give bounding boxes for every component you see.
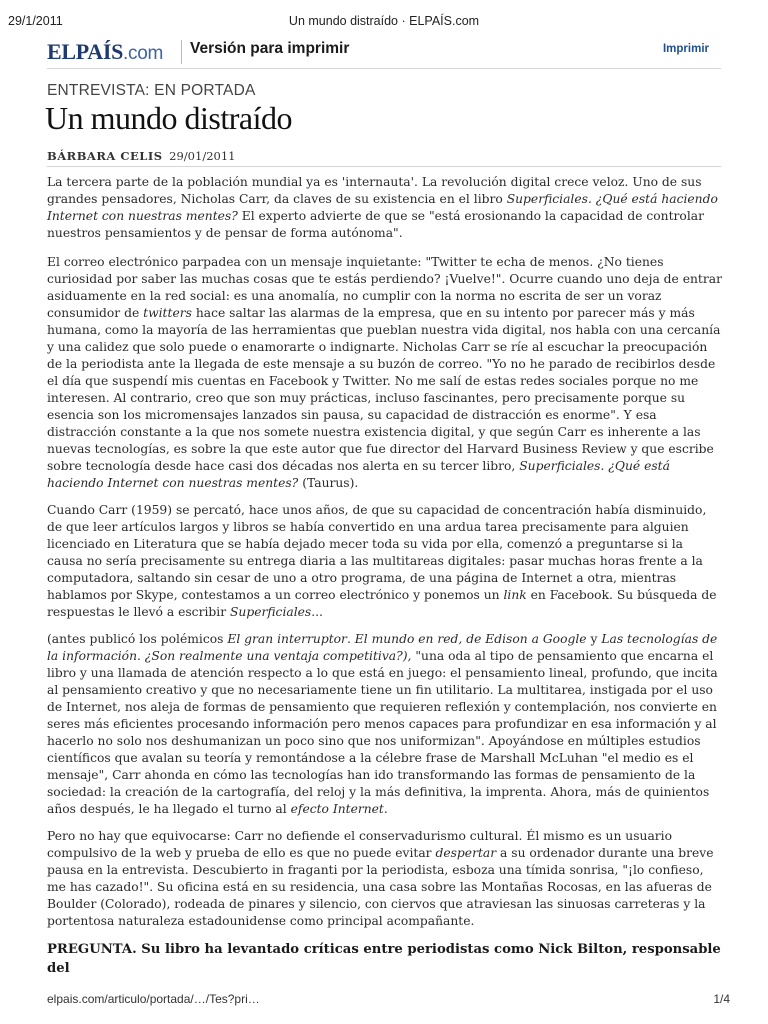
- masthead-divider-line: [47, 68, 721, 69]
- logo-main-text: ELPAÍS: [47, 39, 124, 64]
- article-date: 29/01/2011: [169, 149, 236, 163]
- section-label: ENTREVISTA: EN PORTADA: [47, 82, 256, 99]
- print-button[interactable]: Imprimir: [662, 43, 709, 55]
- masthead: [47, 36, 721, 66]
- article-paragraph: El correo electrónico parpadea con un mensaje inquietante: "Twitter te echa de menos. ¿No tienes curiosidad por saber las muchas cosas que te estás perdiendo? ¡Vuelve!". Ocurre cuando uno deja de entrar asiduamente en la red social: es una anomalía, no cumplir con la norma no escrita de ser un voraz consumidor de twitters hace saltar las alarmas de la empresa, que en su intento por parecer más y más humana, como la mayoría de las herramientas que pueblan nuestra vida digital, nos habla con una cercanía y una calidez que solo puede o enamorarte o indignarte. Nicholas Carr se ríe al escuchar la preocupación de la periodista ante la llegada de este mensaje a su buzón de correo. "Yo no he parado de recibirlos desde el día que suspendí mis cuentas en Facebook y Twitter. No me salí de estas redes sociales porque no me interesen. Al contrario, creo que son muy prácticas, incluso fascinantes, pero precisamente porque su esencia son los micromensajes lanzados sin pausa, su capacidad de distracción es enorme". Y esa distracción constante a la que nos somete nuestra existencia digital, y que según Carr es inherente a las nuevas tecnologías, es sobre la que este autor que fue director del Harvard Business Review y que escribe sobre tecnología desde hace casi dos décadas nos alerta en su tercer libro, Superficiales. ¿Qué está haciendo Internet con nuestras mentes? (Taurus).: [47, 255, 722, 490]
- print-footer: [0, 992, 768, 1010]
- article-headline: Un mundo distraído: [45, 100, 292, 136]
- print-version-label: Versión para imprimir: [190, 40, 350, 57]
- print-date: 29/1/2011: [8, 14, 63, 28]
- article-paragraph: (antes publicó los polémicos El gran interruptor. El mundo en red, de Edison a Google y Las tecnologías de la información. ¿Son realmente una ventaja competitiva?), "una oda al tipo de pensamiento que encarna el libro y una llamada de atención respecto a lo que está en juego: el pensamiento lineal, profundo, que incita al pensamiento creativo y que no necesariamente tiene un fin utilitario. La multitarea, instigada por el uso de Internet, nos aleja de formas de pensamiento que requieren reflexión y contemplación, nos convierte en seres más eficientes procesando información pero menos capaces para profundizar en esa información y al hacerlo no solo nos deshumanizan un poco sino que nos uniformizan". Apoyándose en múltiples estudios científicos que avalan su teoría y remontándose a la célebre frase de Marshall McLuhan "el medio es el mensaje", Carr ahonda en cómo las tecnologías han ido transformando las formas de pensamiento de la sociedad: la creación de la cartografía, del reloj y la más definitiva, la imprenta. Ahora, más de quinientos años después, le ha llegado el turno al efecto Internet.: [47, 632, 718, 816]
- el-pais-logo[interactable]: [47, 39, 163, 65]
- article-paragraph: Pero no hay que equivocarse: Carr no defiende el conservadurismo cultural. Él mismo es un usuario compulsivo de la web y prueba de ello es que no puede evitar despertar a su ordenador durante una breve pausa en la entrevista. Descubierto in fraganti por la periodista, esboza una tímida sonrisa, "¡lo confieso, me has cazado!". Su oficina está en su residencia, una casa sobre las Montañas Rocosas, en las afueras de Boulder (Colorado), rodeada de pinares y silencio, con ciervos que atraviesan las sinuosas carreteras y la portentosa naturaleza estadounidense como principal acompañante.: [47, 829, 714, 928]
- masthead-divider: [181, 40, 182, 64]
- article-paragraph: Cuando Carr (1959) se percató, hace unos años, de que su capacidad de concentración había disminuido, de que leer artículos largos y libros se había convertido en una ardua tarea precisamente para alguien licenciado en Literatura que se había dejado mecer toda su vida por ella, comenzó a preguntarse si la causa no sería precisamente su entrega diaria a las multitareas digitales: pasar muchas horas frente a la computadora, saltando sin cesar de uno a otro programa, de una página de Internet a otra, mientras hablamos por Skype, contestamos a un correo electrónico y ponemos un link en Facebook. Su búsqueda de respuestas le llevó a escribir Superficiales...: [47, 503, 717, 619]
- interview-question: PREGUNTA. Su libro ha levantado críticas entre periodistas como Nick Bilton, responsable del: [47, 942, 721, 976]
- print-url: elpais.com/articulo/portada/…/Tes?pri…: [47, 992, 260, 1006]
- byline-divider-line: [47, 166, 721, 167]
- article-body: [47, 174, 722, 988]
- logo-suffix-text: .com: [123, 43, 164, 64]
- article-lead-paragraph: La tercera parte de la población mundial ya es 'internauta'. La revolución digital crece veloz. Uno de sus grandes pensadores, Nicholas Carr, da claves de su existencia en el libro Superficiales. ¿Qué está haciendo Internet con nuestras mentes? El experto advierte de que se "está erosionando la capacidad de controlar nuestros pensamientos y de pensar de forma autónoma".: [47, 175, 718, 240]
- author-name: BÁRBARA CELIS: [47, 149, 163, 163]
- page-number: 1/4: [713, 992, 730, 1006]
- print-header: [0, 14, 768, 34]
- print-page-title: Un mundo distraído · ELPAÍS.com: [288, 14, 480, 28]
- byline: [47, 149, 235, 163]
